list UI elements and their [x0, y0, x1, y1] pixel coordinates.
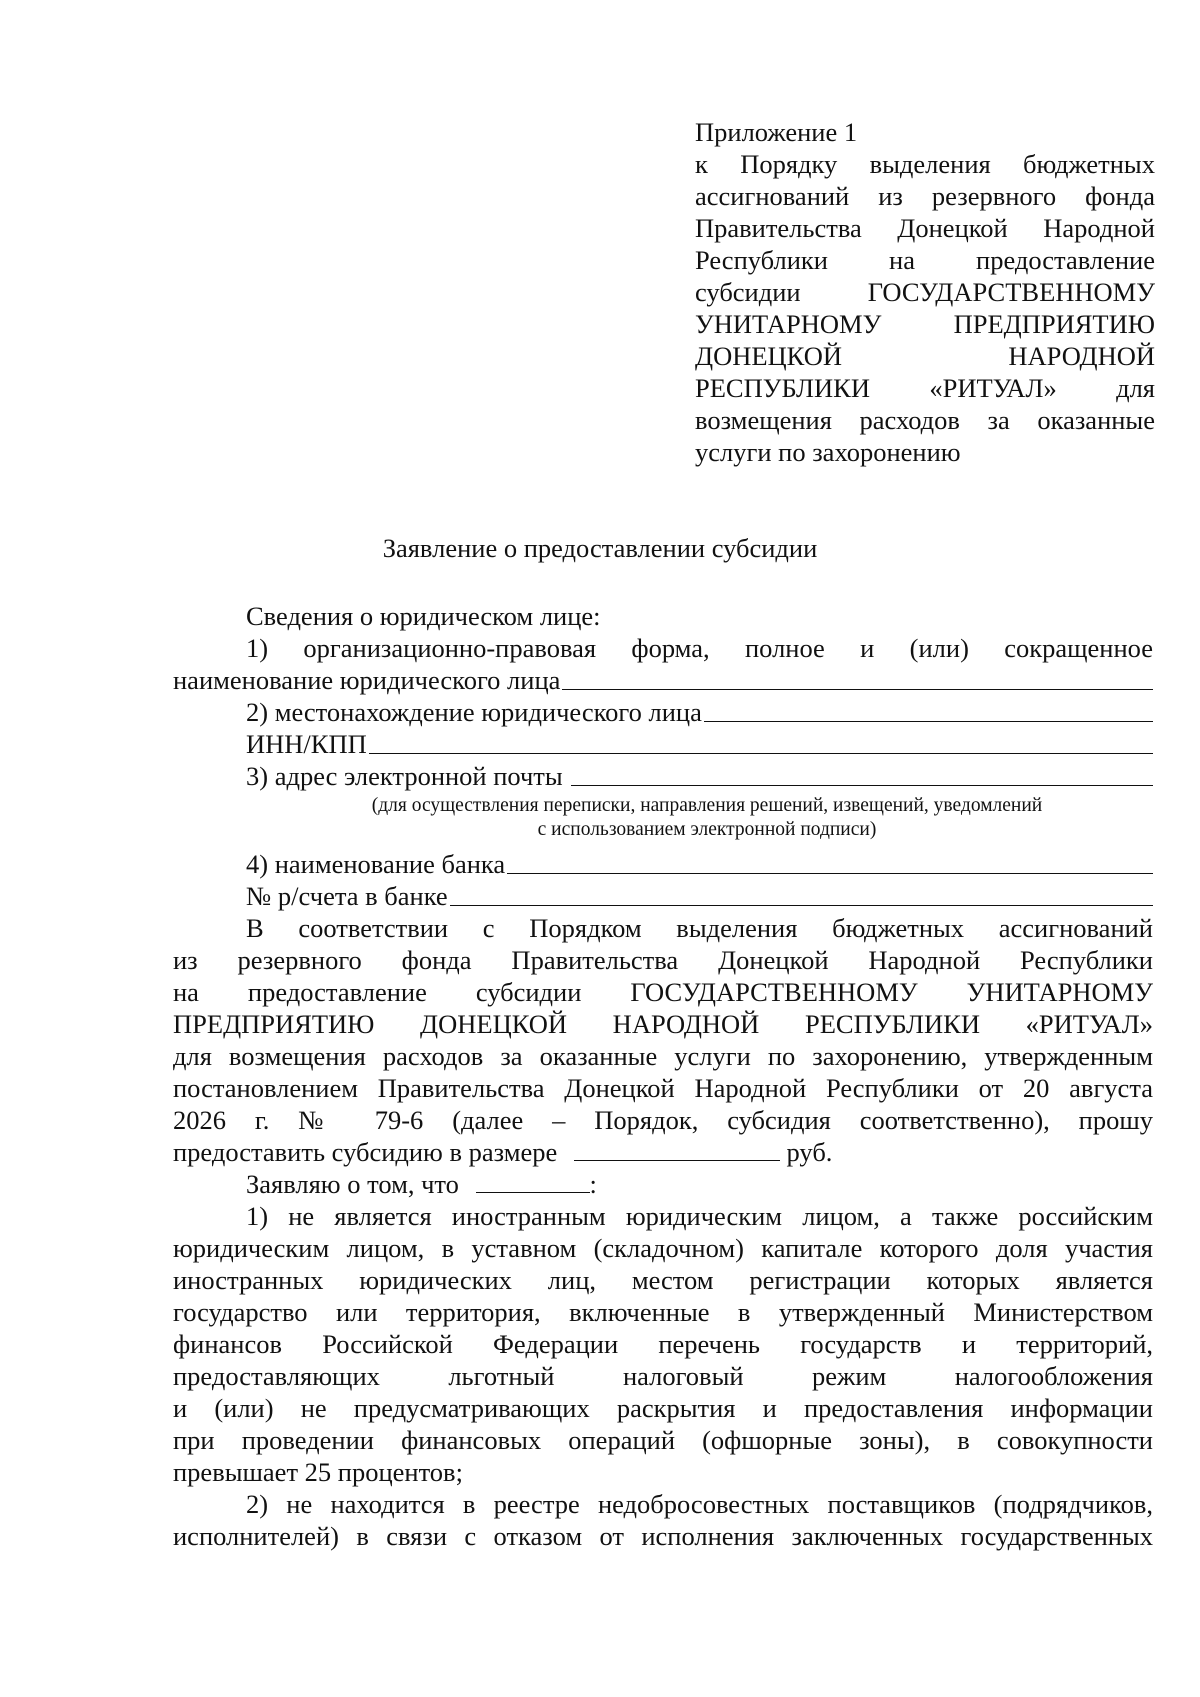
request-paragraph [173, 912, 1153, 1200]
annex-line: РЕСПУБЛИКИ «РИТУАЛ» для [695, 373, 1155, 403]
bank-name-field[interactable] [173, 848, 1153, 880]
account-field[interactable] [173, 880, 1153, 912]
amount-prefix: предоставить субсидию в размере [173, 1137, 558, 1167]
inn-label: ИНН/КПП [246, 729, 367, 759]
location-field[interactable] [173, 696, 1153, 728]
bank-name-label: 4) наименование банка [246, 849, 506, 879]
clause1-line: при проведении финансовых операций (офшорные зоны), в совокупности [173, 1425, 1153, 1455]
location-label: 2) местонахождение юридического лица [246, 697, 702, 727]
annex-line: УНИТАРНОМУ ПРЕДПРИЯТИЮ [695, 309, 1155, 339]
amount-blank[interactable] [574, 1136, 780, 1161]
declare-prefix: Заявляю о том, что [246, 1169, 459, 1199]
clause-2 [173, 1488, 1153, 1552]
clause1-line: иностранных юридических лиц, местом регистрации которых является [173, 1265, 1153, 1295]
clause1-line: государство или территория, включенные в утвержденный Министерством [173, 1297, 1153, 1327]
clause1-line: финансов Российской Федерации перечень государств и территорий, [173, 1329, 1153, 1359]
paragraph-line: для возмещения расходов за оказанные услуги по захоронению, утвержденным [173, 1041, 1153, 1071]
org-name-field[interactable] [173, 664, 1153, 696]
item1-line1: 1) организационно-правовая форма, полное и (или) сокращенное [246, 633, 1153, 663]
email-blank[interactable] [571, 784, 1153, 786]
annex-line: услуги по захоронению [695, 437, 961, 467]
clause1-last-line: превышает 25 процентов; [173, 1457, 463, 1487]
declare-blank[interactable] [476, 1168, 590, 1193]
account-blank[interactable] [450, 904, 1153, 906]
paragraph-line: из резервного фонда Правительства Донецкой Народной Республики [173, 945, 1153, 975]
location-blank[interactable] [704, 720, 1153, 722]
clause2-line: 2) не находится в реестре недобросовестных поставщиков (подрядчиков, [246, 1489, 1153, 1519]
document-title: Заявление о предоставлении субсидии [382, 533, 818, 563]
email-note-line1: (для осуществления переписки, направления решений, извещений, уведомлений [371, 795, 1043, 816]
email-note [173, 794, 1153, 842]
paragraph-line: 2026 г. № 79-6 (далее – Порядок, субсидия соответственно), прошу [173, 1105, 1153, 1135]
inn-blank[interactable] [369, 752, 1153, 754]
declare-line [173, 1168, 1153, 1200]
email-field[interactable] [173, 760, 1153, 792]
paragraph-line: В соответствии с Порядком выделения бюджетных ассигнований [246, 913, 1153, 943]
annex-line: к Порядку выделения бюджетных [695, 149, 1155, 179]
email-note-line2: с использованием электронной подписи) [537, 819, 877, 840]
annex-line: Правительства Донецкой Народной [695, 213, 1155, 243]
clause1-line: 1) не является иностранным юридическим лицом, а также российским [246, 1201, 1153, 1231]
clause-1 [173, 1200, 1153, 1488]
amount-suffix: руб. [786, 1137, 833, 1167]
paragraph-line: на предоставление субсидии ГОСУДАРСТВЕННОМУ УНИТАРНОМУ [173, 977, 1153, 1007]
org-name-blank[interactable] [562, 688, 1153, 690]
paragraph-line: ПРЕДПРИЯТИЮ ДОНЕЦКОЙ НАРОДНОЙ РЕСПУБЛИКИ «РИТУАЛ» [173, 1009, 1153, 1039]
bank-section [173, 848, 1153, 912]
bank-name-blank[interactable] [507, 872, 1153, 874]
annex-line: возмещения расходов за оказанные [695, 405, 1155, 435]
email-label: 3) адрес электронной почты [246, 761, 563, 791]
annex-header [695, 116, 1155, 468]
annex-line: Приложение 1 [695, 117, 858, 147]
inn-field[interactable] [173, 728, 1153, 760]
clause1-line: юридическим лицом, в уставном (складочном) капитале которого доля участия [173, 1233, 1153, 1263]
declare-suffix: : [589, 1169, 597, 1199]
clause2-line: исполнителей) в связи с отказом от исполнения заключенных государственных [173, 1521, 1153, 1551]
clause1-line: и (или) не предусматривающих раскрытия и предоставления информации [173, 1393, 1153, 1423]
paragraph-line: постановлением Правительства Донецкой Народной Республики от 20 августа [173, 1073, 1153, 1103]
annex-line: ассигнований из резервного фонда [695, 181, 1155, 211]
annex-line: субсидии ГОСУДАРСТВЕННОМУ [695, 277, 1155, 307]
annex-line: Республики на предоставление [695, 245, 1155, 275]
legal-entity-section [173, 600, 1153, 792]
amount-line [173, 1136, 1153, 1168]
legal-entity-heading: Сведения о юридическом лице: [246, 601, 601, 631]
annex-line: ДОНЕЦКОЙ НАРОДНОЙ [695, 341, 1155, 371]
org-name-label: наименование юридического лица [173, 665, 561, 695]
clause1-line: предоставляющих льготный налоговый режим налогообложения [173, 1361, 1153, 1391]
account-label: № р/счета в банке [246, 881, 448, 911]
